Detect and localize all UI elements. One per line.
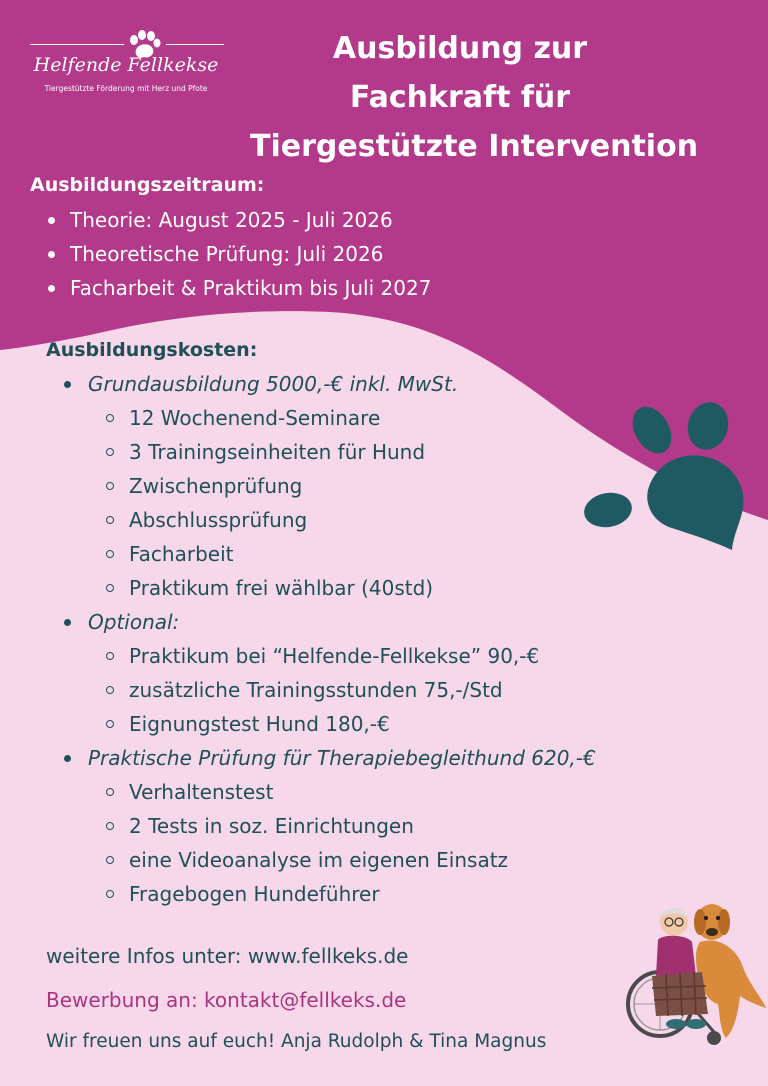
costs-heading: Ausbildungskosten: <box>46 339 258 361</box>
title-line-1: Ausbildung zur <box>332 31 588 66</box>
brand-logo <box>28 30 224 100</box>
wheelchair-dog-illustration <box>622 892 768 1052</box>
list-item-main: Grundausbildung 5000,-€ inkl. MwSt. <box>62 367 596 401</box>
brand-name: Helfende Fellkekse <box>33 54 219 76</box>
period-list <box>48 203 431 305</box>
costs-list <box>62 367 596 911</box>
list-item-sub: 12 Wochenend-Seminare <box>62 401 596 435</box>
title-line-2: Fachkraft für <box>349 80 571 115</box>
list-item-sub: Eignungstest Hund 180,-€ <box>62 707 596 741</box>
list-item: Theoretische Prüfung: Juli 2026 <box>48 237 431 271</box>
list-item-sub: Verhaltenstest <box>62 775 596 809</box>
footer-info: weitere Infos unter: www.fellkeks.de <box>46 944 409 968</box>
list-item-sub: 3 Trainingseinheiten für Hund <box>62 435 596 469</box>
list-item-sub: Zwischenprüfung <box>62 469 596 503</box>
list-item-sub: zusätzliche Trainingsstunden 75,-/Std <box>62 673 596 707</box>
period-heading: Ausbildungszeitraum: <box>30 174 265 196</box>
list-item-sub: eine Videoanalyse im eigenen Einsatz <box>62 843 596 877</box>
list-item-main: Optional: <box>62 605 596 639</box>
list-item: Facharbeit & Praktikum bis Juli 2027 <box>48 271 431 305</box>
list-item-sub: Praktikum bei “Helfende-Fellkekse” 90,-€ <box>62 639 596 673</box>
list-item-main: Praktische Prüfung für Therapiebegleithund 620,-€ <box>62 741 596 775</box>
footer-greeting: Wir freuen uns auf euch! Anja Rudolph & Tina Magnus <box>46 1031 547 1052</box>
list-item: Theorie: August 2025 - Juli 2026 <box>48 203 431 237</box>
list-item-sub: Facharbeit <box>62 537 596 571</box>
list-item-sub: Fragebogen Hundeführer <box>62 877 596 911</box>
paw-icon <box>582 400 748 560</box>
logo-line-right <box>166 44 224 45</box>
title-line-3: Tiergestützte Intervention <box>250 129 699 164</box>
brand-tagline: Tiergestützte Förderung mit Herz und Pfote <box>44 84 208 93</box>
logo-line-left <box>30 44 124 45</box>
footer-apply: Bewerbung an: kontakt@fellkeks.de <box>46 988 407 1012</box>
list-item-sub: Abschlussprüfung <box>62 503 596 537</box>
list-item-sub: 2 Tests in soz. Einrichtungen <box>62 809 596 843</box>
list-item-sub: Praktikum frei wählbar (40std) <box>62 571 596 605</box>
page-title <box>250 24 699 171</box>
